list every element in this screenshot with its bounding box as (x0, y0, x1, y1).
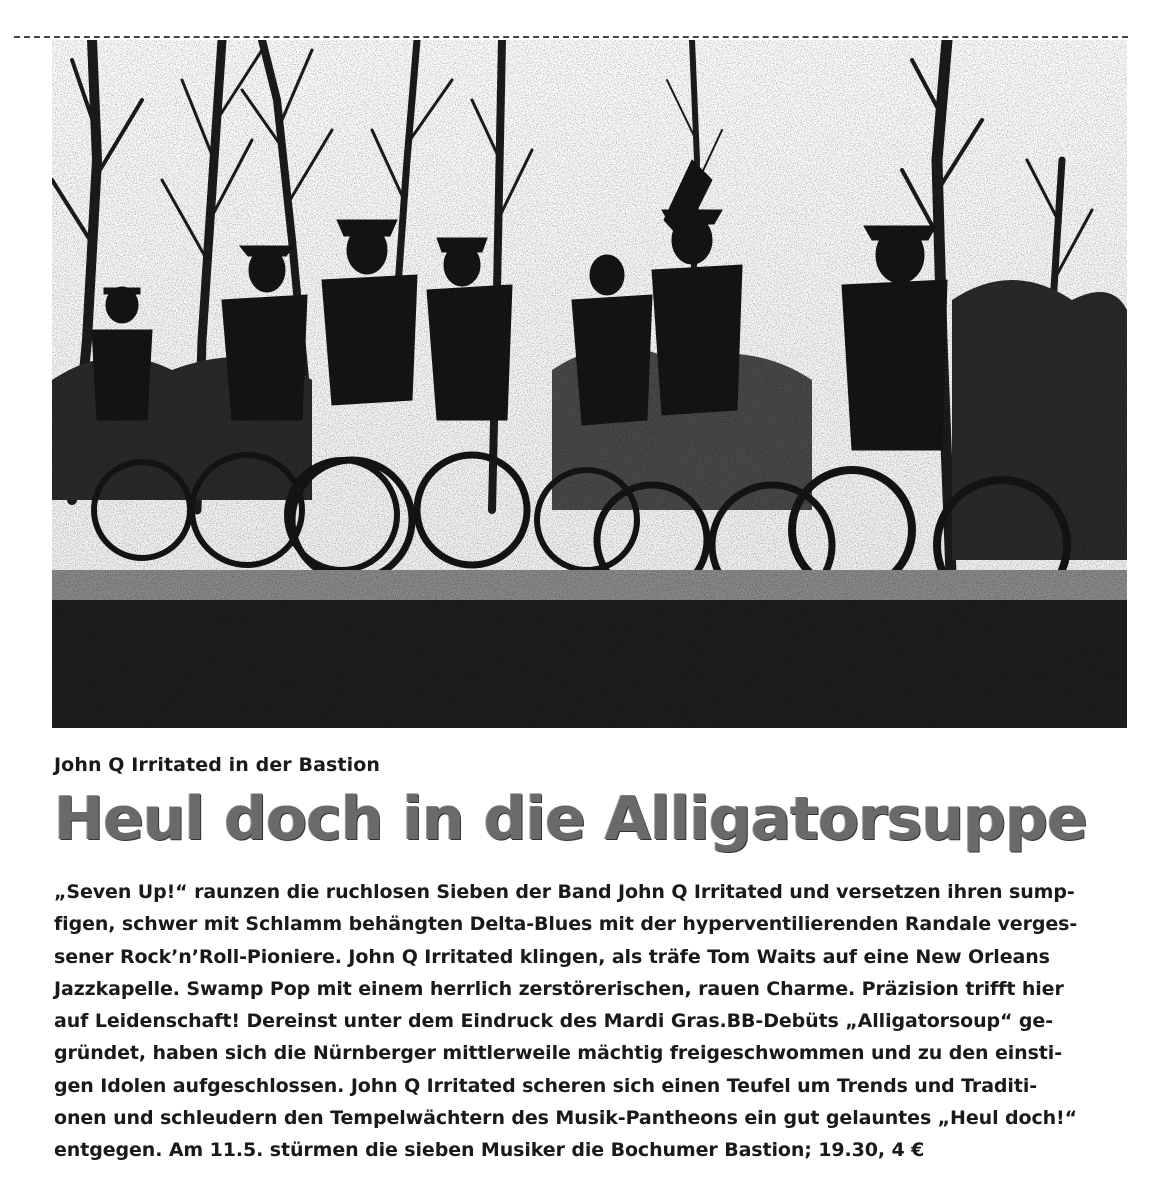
body-line: Jazzkapelle. Swamp Pop mit einem herrlich zerstörerischen, rauen Charme. Präzision trifft hier (54, 977, 1064, 1000)
headline: Heul doch in die Alligatorsuppe (54, 784, 1087, 854)
photo-grain (52, 40, 1127, 728)
body-line: auf Leidenschaft! Dereinst unter dem Eindruck des Mardi Gras.BB-Debüts „Alligatorsoup“ ge- (54, 1010, 1054, 1033)
band-photo (52, 40, 1127, 728)
body-line: gründet, haben sich die Nürnberger mittlerweile mächtig freigeschwommen und zu den einsti- (54, 1042, 1062, 1065)
body-line: sener Rock’n’Roll-Pioniere. John Q Irritated klingen, als träfe Tom Waits auf eine New Orleans (54, 945, 1050, 968)
body-line: gen Idolen aufgeschlossen. John Q Irritated scheren sich einen Teufel um Trends und Traditi- (54, 1074, 1038, 1097)
body-line: „Seven Up!“ raunzen die ruchlosen Sieben der Band John Q Irritated und versetzen ihren sump- (54, 881, 1075, 903)
top-divider (14, 36, 1128, 38)
article-body (54, 876, 1094, 1167)
body-line: onen und schleudern den Tempelwächtern des Musik-Pantheons ein gut gelauntes „Heul doch!“ (54, 1107, 1077, 1130)
kicker: John Q Irritated in der Bastion (54, 754, 380, 776)
body-line: entgegen. Am 11.5. stürmen die sieben Musiker die Bochumer Bastion; 19.30, 4 € (54, 1139, 925, 1162)
body-line: figen, schwer mit Schlamm behängten Delta-Blues mit der hyperventilierenden Randale verges- (54, 913, 1078, 936)
